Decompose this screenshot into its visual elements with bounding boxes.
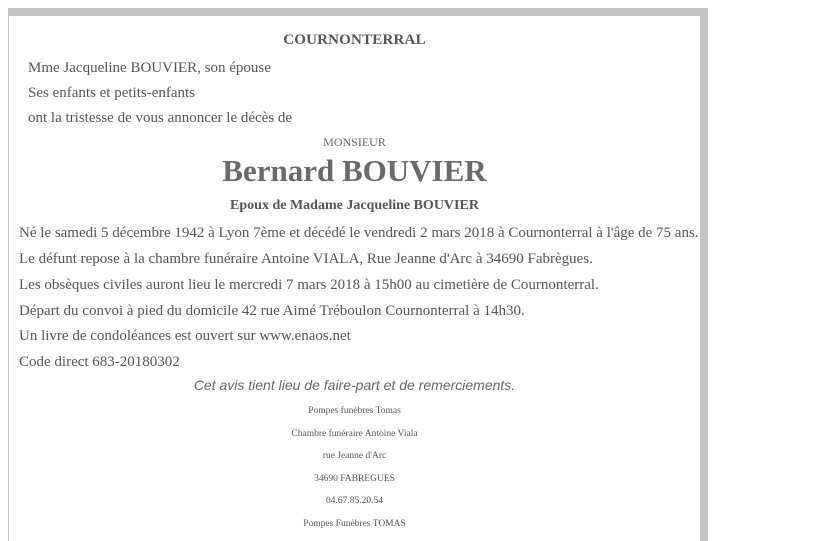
funeral-line: Les obsèques civiles auront lieu le mercredi 7 mars 2018 à 15h00 au cimetière de Cournonterral.	[19, 277, 599, 293]
funeral-home-line: Pompes funèbres Tomas	[308, 406, 401, 416]
closing-line: Cet avis tient lieu de faire-part et de remerciements.	[193, 377, 516, 393]
funeral-home-phone: 04.67.85.20.54	[326, 496, 383, 506]
intro-line: Mme Jacqueline BOUVIER, son épouse	[28, 60, 271, 76]
repose-line: Le défunt repose à la chambre funéraire Antoine VIALA, Rue Jeanne d'Arc à 34690 Fabrègues.	[19, 251, 593, 267]
intro-line: ont la tristesse de vous annoncer le décès de	[28, 110, 293, 126]
funeral-home-line: 34690 FABREGUES	[314, 474, 395, 484]
spouse-line: Epoux de Madame Jacqueline BOUVIER	[230, 198, 479, 213]
town-heading: COURNONTERRAL	[283, 32, 426, 48]
obituary-notice	[8, 8, 708, 541]
funeral-home-line: Pompes Funèbres TOMAS	[303, 519, 406, 529]
funeral-home-line: Chambre funéraire Antoine Viala	[291, 429, 418, 439]
intro-line: Ses enfants et petits-enfants	[28, 85, 196, 101]
condolences-line: Un livre de condoléances est ouvert sur www.enaos.net	[19, 328, 351, 344]
honorific-title: MONSIEUR	[323, 135, 386, 149]
convoy-line: Départ du convoi à pied du domicile 42 rue Aimé Tréboulon Cournonterral à 14h30.	[19, 303, 525, 319]
direct-code-line: Code direct 683-20180302	[19, 354, 180, 370]
birth-death-line: Né le samedi 5 décembre 1942 à Lyon 7ème et décédé le vendredi 2 mars 2018 à Cournonterral à l'âge de 75 ans.	[19, 225, 699, 241]
funeral-home-line: rue Jeanne d'Arc	[322, 451, 387, 461]
deceased-name: Bernard BOUVIER	[222, 153, 487, 188]
